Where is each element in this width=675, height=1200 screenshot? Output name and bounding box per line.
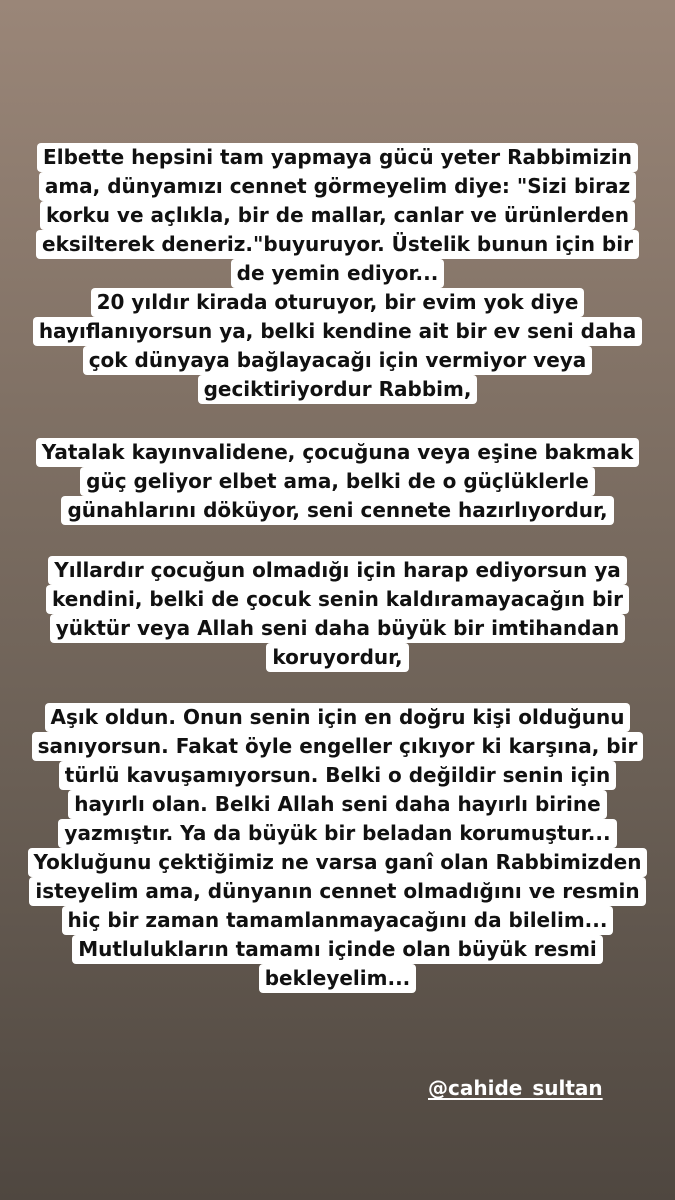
text-line: de yemin ediyor... — [231, 259, 445, 288]
text-line: hayıflanıyorsun ya, belki kendine ait bir ev seni daha — [33, 317, 642, 346]
text-line: bekleyelim... — [259, 964, 417, 993]
text-block-4 — [0, 703, 675, 993]
text-line: Yokluğunu çektiğimiz ne varsa ganî olan Rabbimizden — [28, 848, 648, 877]
text-line: eksilterek deneriz."buyuruyor. Üstelik bunun için bir — [36, 230, 639, 259]
text-line: yüktür veya Allah seni daha büyük bir imtihandan — [50, 614, 625, 643]
text-block-1 — [0, 143, 675, 404]
text-line: türlü kavuşamıyorsun. Belki o değildir senin için — [59, 761, 616, 790]
text-line: isteyelim ama, dünyanın cennet olmadığını ve resmin — [29, 877, 645, 906]
text-line: ama, dünyamızı cennet görmeyelim diye: "Sizi biraz — [39, 172, 636, 201]
text-block-3 — [0, 556, 675, 672]
text-line: yazmıştır. Ya da büyük bir beladan korumuştur... — [58, 819, 616, 848]
text-line: Elbette hepsini tam yapmaya gücü yeter Rabbimizin — [37, 143, 638, 172]
text-line: hayırlı olan. Belki Allah seni daha hayırlı birine — [68, 790, 606, 819]
text-line: çok dünyaya bağlayacağı için vermiyor veya — [83, 346, 593, 375]
text-line: 20 yıldır kirada oturuyor, bir evim yok diye — [91, 288, 585, 317]
text-line: Yıllardır çocuğun olmadığı için harap ediyorsun ya — [48, 556, 626, 585]
text-line: koruyordur, — [266, 643, 408, 672]
text-line: Yatalak kayınvalidene, çocuğuna veya eşine bakmak — [36, 438, 640, 467]
text-line: güç geliyor elbet ama, belki de o güçlüklerle — [80, 467, 595, 496]
text-line: hiç bir zaman tamamlanmayacağını da bilelim... — [62, 906, 614, 935]
user-mention-link[interactable]: @cahide_sultan — [428, 1076, 603, 1100]
text-line: sanıyorsun. Fakat öyle engeller çıkıyor ki karşına, bir — [32, 732, 644, 761]
text-block-2 — [0, 438, 675, 525]
text-line: kendini, belki de çocuk senin kaldıramayacağın bir — [46, 585, 629, 614]
text-line: Mutlulukların tamamı içinde olan büyük resmi — [72, 935, 603, 964]
text-line: günahlarını döküyor, seni cennete hazırlıyordur, — [61, 496, 613, 525]
text-line: geciktiriyordur Rabbim, — [198, 375, 478, 404]
text-line: Aşık oldun. Onun senin için en doğru kişi olduğunu — [45, 703, 631, 732]
text-line: korku ve açlıkla, bir de mallar, canlar ve ürünlerden — [40, 201, 635, 230]
